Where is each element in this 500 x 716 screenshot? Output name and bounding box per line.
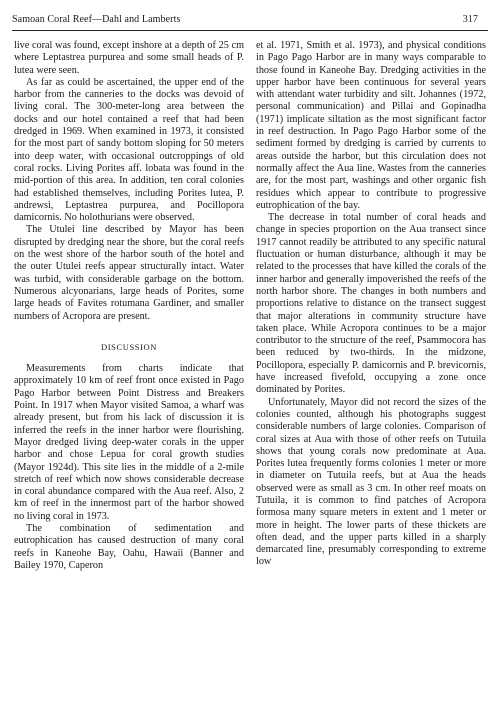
right-column (256, 40, 486, 710)
paragraph: Unfortunately, Mayor did not record the sizes of the colonies counted, although his photographs suggest considerable numbers of large colonies. Comparison of coral sizes at Aua with those of other reefs on Tutuila shows that young corals now predominate at Aua. Porites lutea frequently forms colonies 1 meter or more in diameter on Tutuila reefs, but at Aua the heads observed were as small as 3 cm. In other reef moats on Tutuila, it is common to find patches of Acropora formosa many square meters in extent and 1 meter or more in height. The lower parts of these thickets are often dead, and the upper parts killed in a sharply demarcated line, presumably corresponding to extreme low (256, 396, 486, 568)
paragraph: The decrease in total number of coral heads and change in species proportion on the Aua transect since 1917 cannot readily be attributed to any specific natural fluctuation or human disturbance, although it may be related to the processes that have killed the corals of the inner harbor and generally impoverished the reefs of the north harbor shore. The changes in both numbers and proportions relative to distance on the transect suggest that major alterations in community structure have taken place. While Acropora continues to be a major contributor to the structure of the reef, Psammocora has been reduced by two-thirds. In the midzone, Pocillopora, especially P. damicornis and P. brevicornis, have increased fivefold, occupying a zone once dominated by Porites. (256, 212, 486, 396)
section-heading-discussion: DISCUSSION (100, 341, 158, 352)
paragraph: Measurements from charts indicate that approximately 10 km of reef front once existed in Pago Pago Harbor between Point Distress and Breakers Point. In 1917 when Mayor visited Samoa, a wharf was already present, but from his lack of discussion it is inferred the reefs in the inner harbor were flourishing. Mayor dredged living deep-water corals in the upper harbor and chose Lepua for coral growth studies (Mayor 1924d). This site lies in the middle of a 2-mile stretch of reef which now shows considerable decrease in coral abundance compared with the Aua reef. Also, 2 km of reef in the innermost part of the harbor showed no living coral in 1973. (14, 363, 244, 522)
running-title: Samoan Coral Reef—Dahl and Lamberts (12, 14, 181, 25)
paragraph: The Utulei line described by Mayor has been disrupted by dredging near the shore, but the coral reefs on the west shore of the harbor south of the hotel and the outer Utulei reefs appear structurally intact. Water was turbid, with considerable garbage on the bottom. Numerous alcyonarians, large heads of Porites, some large heads of Favites rotumana Gardiner, and smaller numbers of Acropora are present. (14, 224, 244, 322)
paragraph: et al. 1971, Smith et al. 1973), and physical conditions in Pago Pago Harbor are in many ways comparable to those found in Kaneohe Bay. Dredging activities in the upper harbor have been continuous for several years with attendant water turbidity and silt. Johannes (1972, personal communication) and Pillai and Gopinadha (1971) implicate siltation as the most significant factor in reef destruction. In Pago Pago Harbor some of the sediment formed by dredging is carried by currents to areas outside the harbor, but this circulation does not normally affect the Aua line. Wastes from the canneries are, for the most part, washings and other organic fish residues which appear to contribute to progressive eutrophication of the bay. (256, 40, 486, 211)
running-header (12, 12, 488, 31)
page-number: 317 (462, 14, 478, 25)
left-column (14, 40, 244, 710)
paragraph: live coral was found, except inshore at a depth of 25 cm where Leptastrea purpurea and some small heads of P. lutea were seen. (14, 40, 244, 76)
paragraph: As far as could be ascertained, the upper end of the harbor from the canneries to the docks was devoid of living coral. The 300-meter-long area between the docks and our hotel contained a reef that had been dredged in 1969. When examined in 1973, it consisted for the most part of sandy bottom sloping for 50 meters into deep water, with occasional outcroppings of old coral rocks. Living Porites aff. lobata was found in the mid-portion of this area. In addition, ten coral colonies had established themselves, including Porites lutea, P. andrewsi, Leptastrea purpurea, and Pocillopora damicornis. No holothurians were observed. (14, 76, 244, 224)
paragraph: The combination of sedimentation and eutrophication has caused destruction of many coral reefs in Kaneohe Bay, Oahu, Hawaii (Banner and Bailey 1970, Caperon (14, 522, 244, 571)
